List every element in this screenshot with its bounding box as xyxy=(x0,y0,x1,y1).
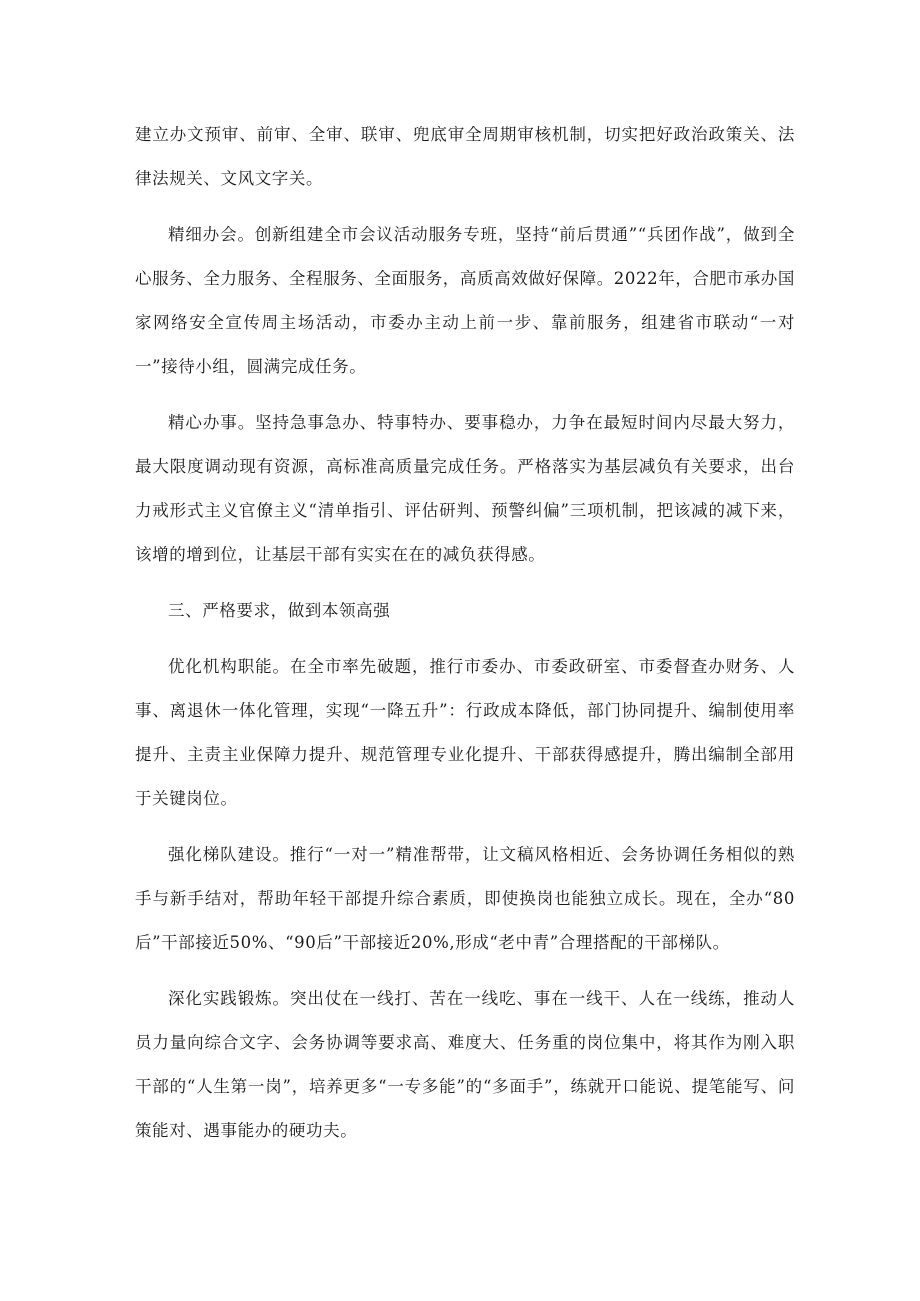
paragraph-talent-echelon: 强化梯队建设。推行“一对一”精准帮带，让文稿风格相近、会务协调任务相似的熟手与新手结对，帮助年轻干部提升综合素质，即使换岗也能独立成长。现在，全办“80后”干部接近50%、“90后”干部接近20%,形成“老中青”合理搭配的干部梯队。 xyxy=(135,845,795,952)
paragraph-meetings: 精细办会。创新组建全市会议活动服务专班，坚持“前后贯通”“兵团作战”，做到全心服务、全力服务、全程服务、全面服务，高质高效做好保障。2022年，合肥市承办国家网络安全宣传周主场活动，市委办主动上前一步、靠前服务，组建省市联动“一对一”接待小组，圆满完成任务。 xyxy=(135,225,795,376)
paragraph-affairs: 精心办事。坚持急事急办、特事特办、要事稳办，力争在最短时间内尽最大努力，最大限度调动现有资源，高标准高质量完成任务。严格落实为基层减负有关要求，出台力戒形式主义官僚主义“清单指引、评估研判、预警纠偏”三项机制，把该减的减下来，该增的增到位，让基层干部有实实在在的减负获得感。 xyxy=(135,413,795,564)
paragraph-review-mechanism: 建立办文预审、前审、全审、联审、兜底审全周期审核机制，切实把好政治政策关、法律法规关、文风文字关。 xyxy=(135,125,795,188)
paragraph-organization: 优化机构职能。在全市率先破题，推行市委办、市委政研室、市委督查办财务、人事、离退休一体化管理，实现“一降五升”：行政成本降低，部门协同提升、编制使用率提升、主责主业保障力提升、规范管理专业化提升、干部获得感提升，腾出编制全部用于关键岗位。 xyxy=(135,657,795,808)
section-heading-3: 三、严格要求，做到本领高强 xyxy=(168,601,391,620)
paragraph-practice: 深化实践锻炼。突出仗在一线打、苦在一线吃、事在一线干、人在一线练，推动人员力量向综合文字、会务协调等要求高、难度大、任务重的岗位集中，将其作为刚入职干部的“人生第一岗”，培养更多“一专多能”的“多面手”，练就开口能说、提笔能写、问策能对、遇事能办的硬功夫。 xyxy=(135,989,795,1140)
document-body xyxy=(135,113,795,1165)
